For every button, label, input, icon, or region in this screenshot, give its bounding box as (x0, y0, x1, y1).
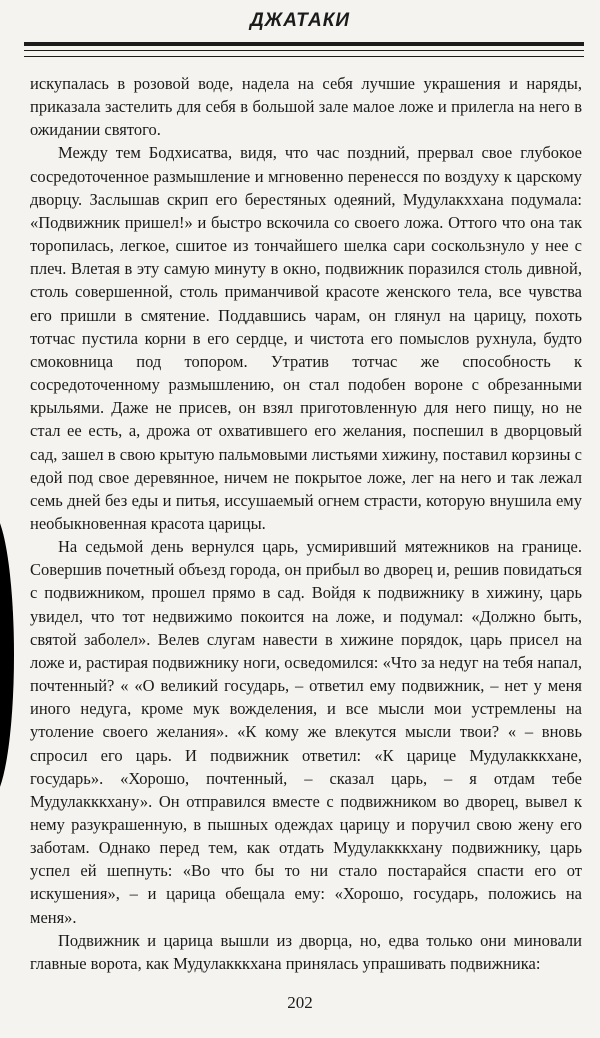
header-rule-thin (24, 50, 584, 51)
header-rule-thin-lower (24, 56, 584, 57)
binding-shadow (0, 510, 14, 800)
paragraph: На седьмой день вернулся царь, усмиривший мятежников на границе. Совершив почетный объезд города, он прибыл во дворец и, решив повидаться с подвижником, прошел прямо в сад. Войдя к подвижнику в хижину, царь увидел, что тот недвижимо покоится на ложе, и подумал: «Должно быть, святой заболел». Велев слугам навести в хижине порядок, царь присел на ложе и, растирая подвижнику ноги, осведомился: «Что за недуг на тебя напал, почтенный? « «О великий государь, – ответил ему подвижник, – нет у меня иного недуга, кроме мук вожделения, и все мысли мои устремлены на утоление своего желания». «К кому же влекутся мысли твои? « – вновь спросил его царь. И подвижник ответил: «К царице Мудулакккхане, государь». «Хорошо, почтенный, – сказал царь, – я отдам тебе Мудулакккхану». Он отправился вместе с подвижником во дворец, вывел к нему разукрашенную, в пышных одеждах царицу и поручил свою жену его заботам. Однако перед тем, как отдать Мудулакккхану подвижнику, царь успел ей шепнуть: «Во что бы то ни стало постарайся спасти его от искушения», – и царица обещала ему: «Хорошо, государь, положись на меня». (30, 537, 582, 927)
paragraph-continuation: искупалась в розовой воде, надела на себя лучшие украшения и наряды, приказала застелить для себя в большой зале малое ложе и прилегла на него в ожидании святого. (30, 74, 582, 140)
running-header-title: ДЖАТАКИ (249, 10, 351, 31)
header-rule-thick (24, 42, 584, 46)
paragraph: Между тем Бодхисатва, видя, что час поздний, прервал свое глубокое сосредоточенное размышление и мгновенно перенесся по воздуху к царскому дворцу. Заслышав скрип его берестяных одеяний, Мудулакххана подумала: «Подвижник пришел!» и быстро вскочила со своего ложа. Оттого что она так торопилась, легкое, сшитое из тончайшего шелка сари соскользнуло у нее с плеч. Влетая в эту самую минуту в окно, подвижник поразился столь дивной, столь совершенной, столь приманчивой красоте женского тела, все чувства его пришли в смятение. Поддавшись чарам, он глянул на царицу, похоть тотчас пустила корни в его сердце, и чистота его помыслов рухнула, будто смоковница под топором. Утратив тотчас же способность к сосредоточенному размышлению, он стал подобен вороне с обрезанными крыльями. Даже не присев, он взял приготовленную для него пищу, но не стал ее есть, а, дрожа от охватившего его желания, поспешил в дворцовый сад, зашел в свою крытую пальмовыми листьями хижину, поставил корзины с едой под свое деревянное, ничем не покрытое ложе, лег на него и так лежал семь дней без еды и питья, иссушаемый огнем страсти, которую внушила ему необыкновенная красота царицы. (30, 143, 582, 533)
body-text (30, 72, 582, 975)
paragraph: Подвижник и царица вышли из дворца, но, едва только они миновали главные ворота, как Мудулакккхана принялась упрашивать подвижника: (30, 930, 582, 973)
page-number: 202 (287, 993, 313, 1012)
running-header (0, 10, 600, 34)
